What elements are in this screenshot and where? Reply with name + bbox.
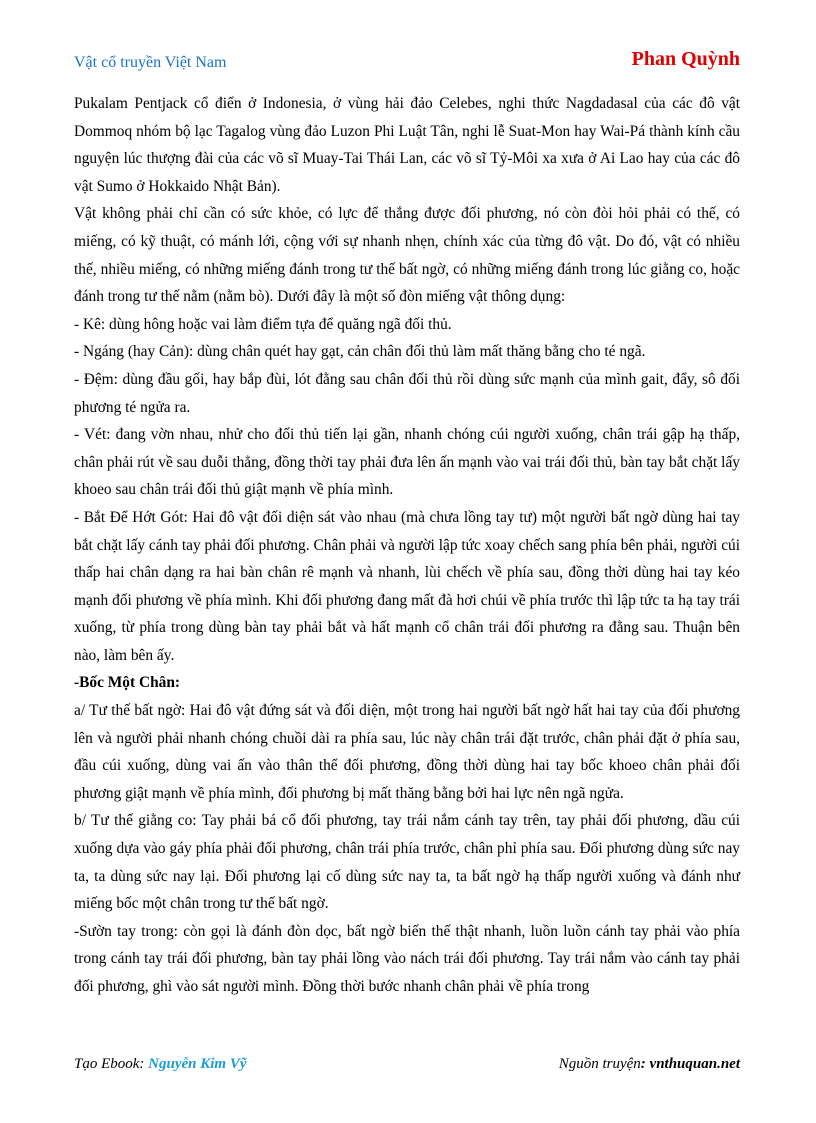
paragraph: - Bắt Để Hớt Gót: Hai đô vật đối diện sát vào nhau (mà chưa lồng tay tư) một người bất ngờ dùng hai tay bắt chặt lấy cánh tay phải đối phương. Chân phải và người lập tức xoay chếch sang phía bên phải, người cúi thấp hai chân dạng ra hai bàn chân rê mạnh và nhanh, lùi chếch về phía sau, đồng thời dùng hai tay kéo mạnh đối phương về phía mình. Khi đối phương đang mất đà hơi chúi về phía trước thì lập tức ta hạ tay trái xuống, từ phía trong dùng bàn tay phải bắt và hất mạnh cổ chân trái đối phương ra đằng sau. Thuận bên nào, làm bên ấy. [74,508,740,664]
paragraph: b/ Tư thế giằng co: Tay phải bá cổ đối phương, tay trái nắm cánh tay trên, tay phải đối phương, dầu cúi xuống dựa vào gáy phía phải đối phương, chân trái phía trước, chân phỉ phía sau. Đối phương dùng sức nay ta, ta dùng sức nay lại. Đối phương lại cố dùng sức nay ta, ta bất ngờ hạ thấp người xuống và đánh như miếng bốc một chân trong tư thế bất ngờ. [74,812,740,913]
paragraph: - Đệm: dùng đầu gối, hay bắp đùi, lót đằng sau chân đối thủ rồi dùng sức mạnh của mình gait, đẩy, sô đối phương té ngửa ra. [74,370,740,416]
creator-label: Tạo Ebook [74,1056,140,1072]
paragraph: Pukalam Pentjack cổ điển ở Indonesia, ở vùng hải đảo Celebes, nghi thức Nagdadasal của các đô vật Dommoq nhóm bộ lạc Tagalog vùng đảo Luzon Phi Luật Tân, nghi lễ Suat-Mon hay Wai-Pá thành kính cầu nguyện lúc thượng đài của các võ sĩ Muay-Tai Thái Lan, các võ sĩ Tỷ-Môi xa xưa ở Ai Lao hay của các đô vật Sumo ở Hokkaido Nhật Bản). [74,95,740,195]
page-footer [74,1056,740,1078]
paragraph: -Sườn tay trong: còn gọi là đánh đòn dọc, bất ngờ biến thế thật nhanh, luồn luồn cánh tay phải vào phía trong cánh tay trái đối phương, bàn tay phải lồng vào nách trái đối phương. Tay trái nắm vào cánh tay phải đối phương, ghì vào sát người mình. Đồng thời bước nhanh chân phải về phía trong [74,922,740,995]
creator-name: Nguyễn Kim Vỹ [148,1056,247,1072]
paragraph: - Ngáng (hay Cản): dùng chân quét hay gạt, cản chân đối thủ làm mất thăng bằng cho té ngã. [74,343,646,361]
paragraph: a/ Tư thế bất ngờ: Hai đô vật đứng sát và đối diện, một trong hai người bất ngờ hất hai tay của đối phương lên và người phải nhanh chóng chuồi dài ra phía sau, lúc này chân trái đặt trước, chân phải đặt ở phía sau, đầu cúi xuống, dùng vai ấn vào thân thể đối phương, đồng thời dùng hai tay bốc khoeo chân phải đối phương giật mạnh về phía mình, đối phương bị mất thăng bằng bởi hai lực nên ngã ngửa. [74,702,740,802]
paragraph: - Kê: dùng hông hoặc vai làm điểm tựa để quăng ngã đối thủ. [74,315,452,333]
paragraph: Vật không phải chỉ cần có sức khỏe, có lực để thắng được đối phương, nó còn đòi hỏi phải có thế, có miếng, có kỹ thuật, có mánh lới, cộng với sự nhanh nhẹn, chính xác của từng đô vật. Do đó, vật có nhiều thế, nhiều miếng, có những miếng đánh trong tư thế bất ngờ, có những miếng đánh trong lúc giằng co, hoặc đánh trong tư thế nằm (nằm bò). Dưới đây là một số đòn miếng vật thông dụng: [74,205,740,306]
page-body [74,90,740,1001]
book-title: Vật cổ truyền Việt Nam [74,54,227,71]
author-name: Phan Quỳnh [631,48,740,70]
paragraph: - Vét: đang vờn nhau, nhử cho đối thủ tiến lại gần, nhanh chóng cúi người xuống, chân trái gập hạ thấp, chân phải rút về sau duỗi thẳng, đồng thời tay phải đưa lên ấn mạnh vào vai trái đối thủ, bàn tay bắt chặt lấy khoeo sau chân trái đối thủ giật mạnh về phía mình. [74,426,740,499]
section-heading: -Bốc Một Chân: [74,674,181,692]
source-site: vnthuquan.net [649,1056,740,1072]
ebook-credit [74,1056,247,1073]
source-credit [559,1056,740,1073]
page-header [74,48,740,78]
source-label: Nguồn truyện [558,1056,641,1072]
source-separator: : [640,1056,650,1072]
creator-separator: : [139,1056,149,1072]
